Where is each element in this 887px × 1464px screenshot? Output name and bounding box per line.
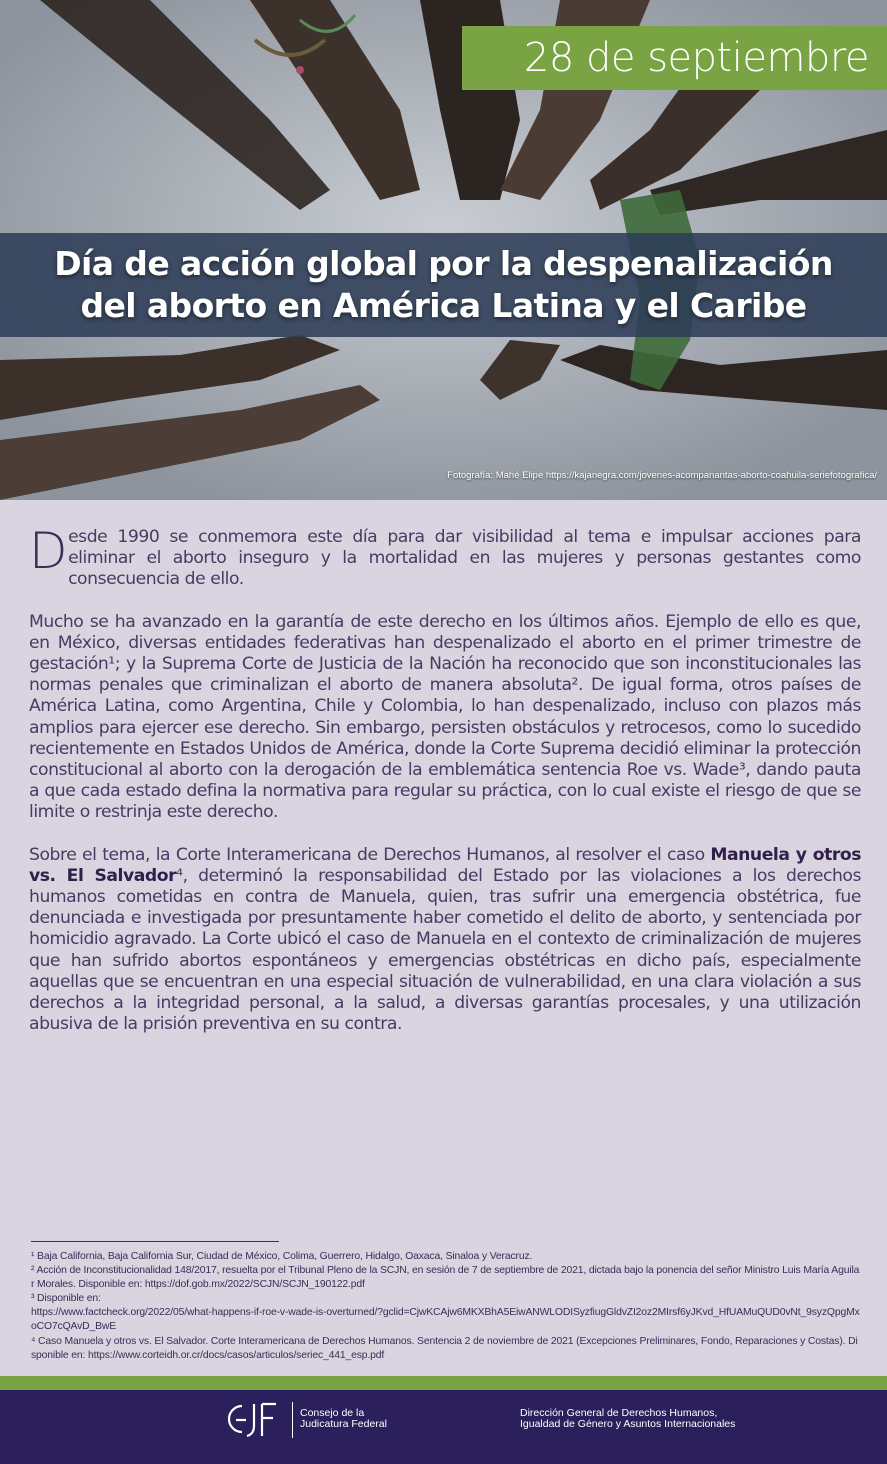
article-body	[29, 522, 862, 1056]
logo-divider	[292, 1402, 293, 1438]
cjf-logo-icon	[222, 1400, 280, 1440]
footnotes	[31, 1250, 861, 1363]
footnote-divider	[31, 1241, 279, 1242]
department-line-1: Dirección General de Derechos Humanos,	[520, 1407, 718, 1419]
title-line-2: del aborto en América Latina y el Caribe	[80, 286, 807, 325]
photo-credit: Fotografía: Mahé Elipe https://kajanegra.com/jovenes-acompanantas-aborto-coahuila-seriefotografica/	[447, 470, 877, 481]
department-line-2: Igualdad de Género y Asuntos Internacionales	[520, 1418, 736, 1430]
footnote-3: ³ Disponible en:	[31, 1293, 101, 1305]
paragraph-2: Mucho se ha avanzado en la garantía de este derecho en los últimos años. Ejemplo de ello es que, en México, diversas entidades federativas han despenalizado el aborto en el primer trimestre de gestación¹; y la Suprema Corte de Justicia de la Nación ha reconocido que son inconstitucionales las normas penales que criminalizan el aborto de manera absoluta². De igual forma, otros países de América Latina, como Argentina, Chile y Colombia, lo han despenalizado, incluso con plazos más amplios para ejercer ese derecho. Sin embargo, persisten obstáculos y retrocesos, como lo sucedido recientemente en Estados Unidos de América, donde la Corte Suprema decidió eliminar la protección constitucional al aborto con la derogación de la emblemática sentencia Roe vs. Wade³, dando pauta a que cada estado defina la normativa para regular su práctica, con lo cual existe el riesgo de que se limite o restrinja este derecho.	[29, 611, 861, 823]
footer-accent-bar	[0, 1376, 887, 1390]
drop-cap: D	[29, 522, 68, 580]
paragraph-3	[29, 845, 861, 1036]
department-name	[520, 1408, 780, 1430]
org-name	[300, 1408, 410, 1430]
footer	[0, 1390, 887, 1464]
hero-banner	[0, 0, 887, 500]
footnote-3-link: https://www.factcheck.org/2022/05/what-happens-if-roe-v-wade-is-overturned/?gclid=CjwKCAjw6MKXBhA5EiwANWLODISyzfiugGldvZI2oz2MIrsf6yJKvd_HfUAMuQUD0vNt_9syzQpgMxoCO7cQAvD_BwE	[31, 1307, 860, 1333]
footnote-1: ¹ Baja California, Baja California Sur, Ciudad de México, Colima, Guerrero, Hidalgo, Oaxaca, Sinaloa y Veracruz.	[31, 1251, 533, 1262]
paragraph-1	[29, 522, 861, 591]
title-line-1: Día de acción global por la despenalización	[54, 244, 833, 283]
org-name-line-1: Consejo de la	[300, 1407, 365, 1419]
footnote-2: ² Acción de Inconstitucionalidad 148/2017, resuelta por el Tribunal Pleno de la SCJN, en sesión de 7 de septiembre de 2021, dictada bajo la ponencia del señor Ministro Luis María Aguilar Morales. Disponible en: https://dof.gob.mx/2022/SCJN/SCJN_190122.pdf	[31, 1265, 860, 1291]
paragraph-3-rest: ⁴, determinó la responsabilidad del Estado por las violaciones a los derechos humanos cometidas en contra de Manuela, quien, tras sufrir una emergencia obstétrica, fue denunciada e investigada por presuntamente haber cometido el delito de aborto, y sentenciada por homicidio agravado. La Corte ubicó el caso de Manuela en el contexto de criminalización de mujeres que han sufrido abortos espontáneos y emergencias obstétricas en dicho país, especialmente aquellas que se encuentran en una especial situación de vulnerabilidad, en una clara violación a sus derechos a la integridad personal, a la salud, a diversas garantías procesales, y una utilización abusiva de la prisión preventiva en su contra.	[29, 865, 861, 1035]
paragraph-1-text: esde 1990 se conmemora este día para dar visibilidad al tema e impulsar acciones para eliminar el aborto inseguro y la mortalidad en las mujeres y personas gestantes como consecuencia de ello.	[68, 527, 861, 590]
date-banner: 28 de septiembre	[462, 26, 887, 90]
page-title	[0, 243, 887, 327]
case-name: Manuela y otros vs. El Salvador	[29, 844, 862, 886]
paragraph-3-start: Sobre el tema, la Corte Interamericana de Derechos Humanos, al resolver el caso	[29, 844, 711, 865]
title-band	[0, 233, 887, 337]
org-name-line-2: Judicatura Federal	[300, 1418, 387, 1430]
footnote-4: ⁴ Caso Manuela y otros vs. El Salvador. Corte Interamericana de Derechos Humanos. Sentencia 2 de noviembre de 2021 (Excepciones Preliminares, Fondo, Reparaciones y Costas). Disponible en: https://www.corteidh.or.cr/docs/casos/articulos/seriec_441_esp.pdf	[31, 1335, 858, 1361]
